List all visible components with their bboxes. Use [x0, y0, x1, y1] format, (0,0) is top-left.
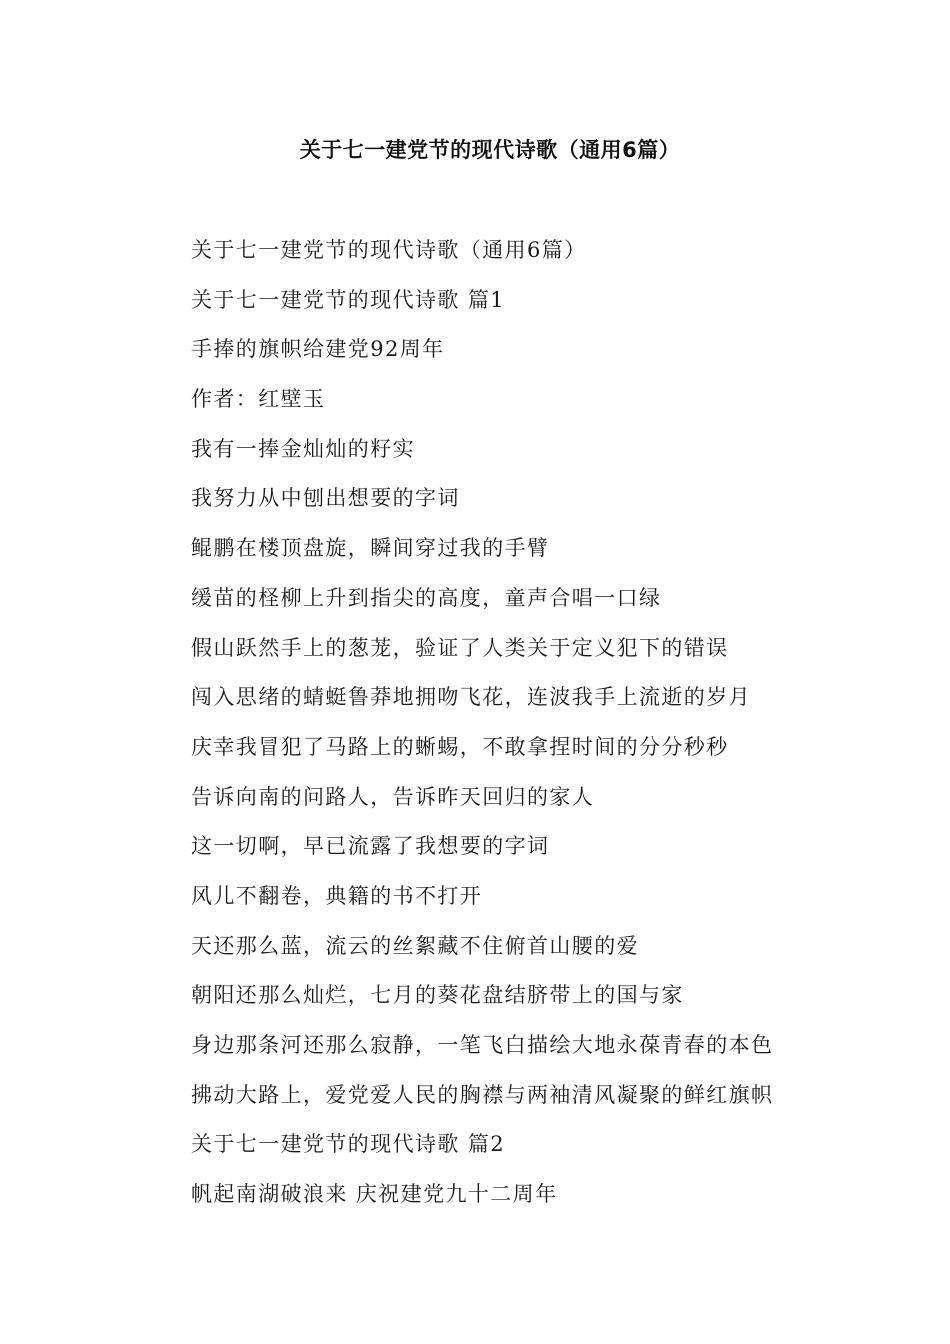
text-line: 这一切啊，早已流露了我想要的字词 — [191, 834, 550, 859]
text-line: 作者：红壁玉 — [191, 387, 326, 412]
text-line: 庆幸我冒犯了马路上的蜥蜴，不敢拿捏时间的分分秒秒 — [191, 734, 729, 759]
text-line: 关于七一建党节的现代诗歌 篇1 — [191, 287, 506, 312]
text-line: 天还那么蓝，流云的丝絮藏不住俯首山腰的爱 — [191, 933, 639, 958]
text-line: 关于七一建党节的现代诗歌 篇2 — [191, 1132, 506, 1157]
text-line: 假山跃然手上的葱茏，验证了人类关于定义犯下的错误 — [191, 635, 729, 660]
document-title: 关于七一建党节的现代诗歌（通用6篇） — [299, 138, 681, 162]
text-line: 鲲鹏在楼顶盘旋，瞬间穿过我的手臂 — [191, 536, 550, 561]
text-line: 缓苗的柽柳上升到指尖的高度，童声合唱一口绿 — [191, 585, 662, 610]
poem-text-body — [191, 233, 911, 1227]
text-line: 闯入思绪的蜻蜓鲁莽地拥吻飞花，连波我手上流逝的岁月 — [191, 685, 751, 710]
text-line: 关于七一建党节的现代诗歌（通用6篇） — [191, 238, 587, 262]
text-line: 身边那条河还那么寂静，一笔飞白描绘大地永葆青春的本色 — [191, 1033, 774, 1057]
text-line: 风儿不翻卷，典籍的书不打开 — [191, 883, 483, 908]
text-line: 我努力从中刨出想要的字词 — [191, 486, 460, 511]
text-line: 告诉向南的问路人，告诉昨天回归的家人 — [191, 784, 595, 809]
text-line: 我有一捧金灿灿的籽实 — [191, 436, 415, 461]
text-line: 帆起南湖破浪来 庆祝建党九十二周年 — [191, 1182, 558, 1207]
text-line: 拂动大路上，爱党爱人民的胸襟与两袖清风凝聚的鲜红旗帜 — [191, 1082, 774, 1107]
text-line: 手捧的旗帜给建党92周年 — [191, 337, 445, 362]
text-line: 朝阳还那么灿烂，七月的葵花盘结脐带上的国与家 — [191, 983, 684, 1008]
